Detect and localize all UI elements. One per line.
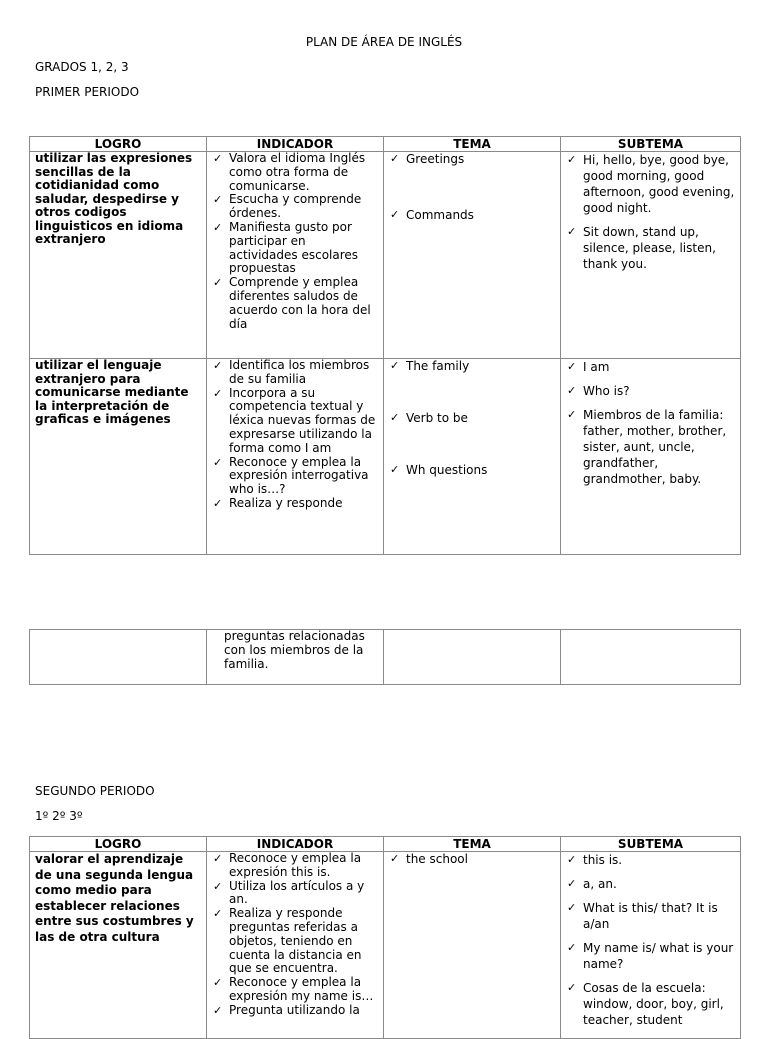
- header-logro: LOGRO: [30, 837, 207, 852]
- tema-item: ✓ The family: [389, 359, 555, 373]
- subtema-item: ✓ this is.: [566, 852, 735, 868]
- second-period-heading: SEGUNDO PERIODO: [35, 784, 155, 798]
- indicator-continuation: preguntas relacionadas con los miembros de la familia.: [224, 629, 365, 671]
- subtema-item: ✓ What is this/ that? It is a/an: [566, 900, 735, 932]
- subtema-cell: [561, 152, 741, 359]
- tema-item: ✓ Verb to be: [389, 411, 555, 425]
- indicator-item: ✓ Reconoce y emplea la expresión this is.: [212, 852, 378, 880]
- indicador-cell: [207, 852, 384, 1039]
- indicator-item: ✓ Manifiesta gusto por participar en actividades escolares propuestas: [212, 221, 378, 276]
- indicador-cell: [207, 630, 384, 685]
- tema-item: ✓ Greetings: [389, 152, 555, 166]
- subtema-cell: [561, 630, 741, 685]
- grades-line-2: 1º 2º 3º: [35, 809, 83, 823]
- table-row: [30, 152, 741, 359]
- tema-cell: [384, 852, 561, 1039]
- header-subtema: SUBTEMA: [561, 837, 741, 852]
- subtema-item: ✓ My name is/ what is your name?: [566, 940, 735, 972]
- table-row: [30, 359, 741, 555]
- subtema-cell: [561, 852, 741, 1039]
- logro-cell: utilizar el lenguaje extranjero para comunicarse mediante la interpretación de graficas e imágenes: [30, 359, 207, 555]
- header-logro: LOGRO: [30, 137, 207, 152]
- table-row: [30, 630, 741, 685]
- indicator-item: ✓ Pregunta utilizando la: [212, 1004, 378, 1018]
- indicator-item: ✓ Comprende y emplea diferentes saludos de acuerdo con la hora del día: [212, 276, 378, 331]
- continuation-table: [29, 629, 741, 685]
- logro-cell: [30, 630, 207, 685]
- table-header-row: [30, 837, 741, 852]
- indicator-item: ✓ Reconoce y emplea la expresión interrogativa who is…?: [212, 456, 378, 497]
- document-title: PLAN DE ÁREA DE INGLÉS: [305, 35, 463, 49]
- indicator-item: ✓ Identifica los miembros de su familia: [212, 359, 378, 387]
- subtema-item: ✓ Sit down, stand up, silence, please, listen, thank you.: [566, 224, 735, 272]
- subtema-item: ✓ Who is?: [566, 383, 735, 399]
- indicador-cell: [207, 359, 384, 555]
- indicador-cell: [207, 152, 384, 359]
- subtema-item: ✓ Cosas de la escuela: window, door, boy, girl, teacher, student: [566, 980, 735, 1028]
- subtema-item: ✓ I am: [566, 359, 735, 375]
- tema-cell: [384, 359, 561, 555]
- tema-cell: [384, 630, 561, 685]
- indicator-item: ✓ Utiliza los artículos a y an.: [212, 880, 378, 908]
- first-period-table: [29, 136, 741, 555]
- tema-item: ✓ Wh questions: [389, 463, 555, 477]
- indicator-item: ✓ Reconoce y emplea la expresión my name is…: [212, 976, 378, 1004]
- header-tema: TEMA: [384, 837, 561, 852]
- header-subtema: SUBTEMA: [561, 137, 741, 152]
- header-tema: TEMA: [384, 137, 561, 152]
- grades-line: GRADOS 1, 2, 3: [35, 60, 129, 74]
- subtema-cell: [561, 359, 741, 555]
- table-header-row: [30, 137, 741, 152]
- indicator-item: ✓ Realiza y responde preguntas referidas a objetos, teniendo en cuenta la distancia en que se encuentra.: [212, 907, 378, 976]
- indicator-item: ✓ Valora el idioma Inglés como otra forma de comunicarse.: [212, 152, 378, 193]
- indicator-item: ✓ Realiza y responde: [212, 497, 378, 511]
- logro-cell: utilizar las expresiones sencillas de la cotidianidad como saludar, despedirse y otros codigos linguisticos en idioma extranjero: [30, 152, 207, 359]
- logro-cell: valorar el aprendizaje de una segunda lengua como medio para establecer relaciones entre sus costumbres y las de otra cultura: [30, 852, 207, 1039]
- first-period-heading: PRIMER PERIODO: [35, 85, 140, 99]
- subtema-item: ✓ a, an.: [566, 876, 735, 892]
- indicator-item: ✓ Incorpora a su competencia textual y léxica nuevas formas de expresarse utilizando la forma como I am: [212, 387, 378, 456]
- subtema-item: ✓ Hi, hello, bye, good bye, good morning, good afternoon, good evening, good night.: [566, 152, 735, 216]
- tema-item: ✓ Commands: [389, 208, 555, 222]
- tema-item: ✓ the school: [389, 852, 555, 866]
- second-period-table: [29, 836, 741, 1039]
- indicator-item: ✓ Escucha y comprende órdenes.: [212, 193, 378, 221]
- table-row: [30, 852, 741, 1039]
- header-indicador: INDICADOR: [207, 837, 384, 852]
- header-indicador: INDICADOR: [207, 137, 384, 152]
- tema-cell: [384, 152, 561, 359]
- subtema-item: ✓ Miembros de la familia: father, mother, brother, sister, aunt, uncle, grandfather, grandmother, baby.: [566, 407, 735, 487]
